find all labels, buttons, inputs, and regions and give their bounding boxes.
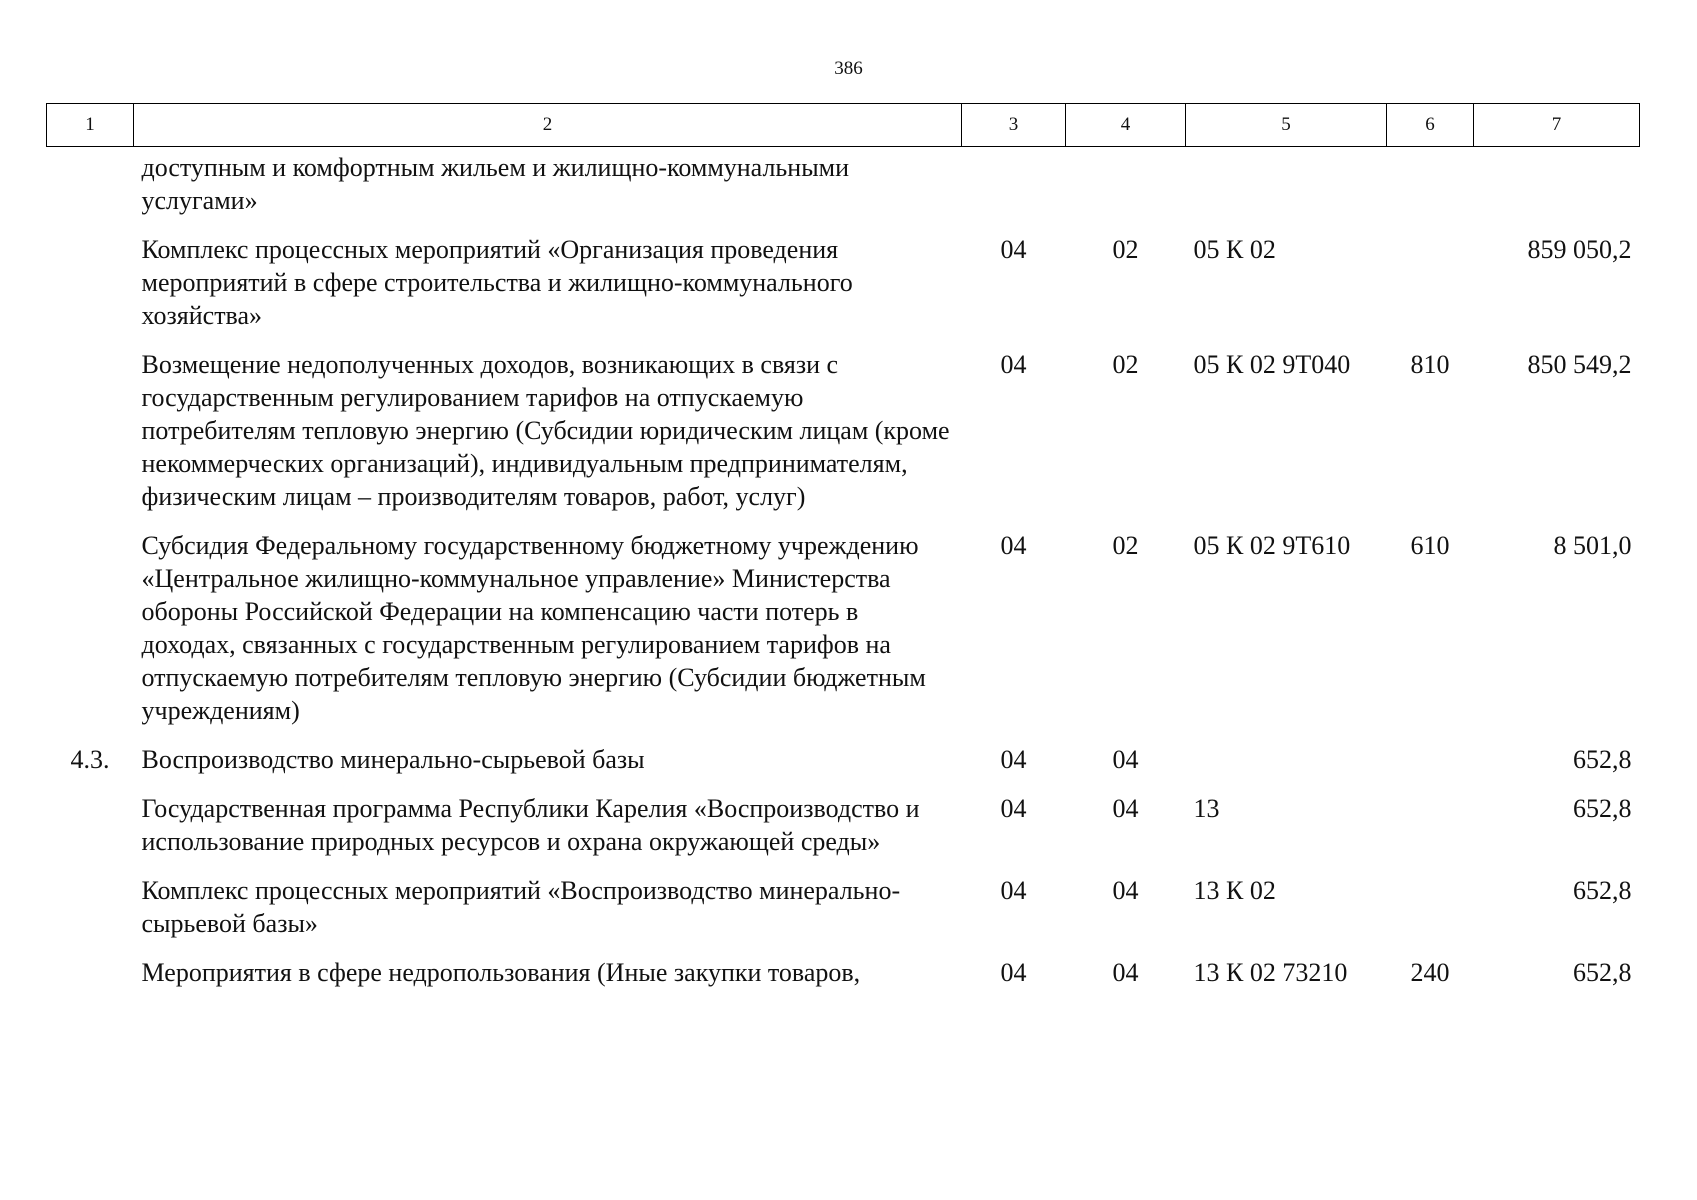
table-row	[47, 874, 1640, 956]
table-row	[47, 348, 1640, 529]
item-number	[47, 956, 134, 1005]
expense-type-code	[1387, 233, 1474, 348]
item-name: Комплекс процессных мероприятий «Организация проведения мероприятий в сфере строительства и жилищно-коммунального хозяйства»	[141, 235, 853, 330]
page-number: 386	[834, 58, 863, 79]
target-article-code: 13 К 02 73210	[1193, 958, 1348, 987]
item-name: Воспроизводство минерально-сырьевой базы	[141, 745, 645, 774]
expense-type-code	[1387, 792, 1474, 874]
section-code: 04	[1000, 531, 1027, 560]
section-code: 04	[1000, 745, 1027, 774]
item-name: Возмещение недополученных доходов, возникающих в связи с государственным регулированием тарифов на отпускаемую потребителям тепловую энергию (Субсидии юридическим лицам (кроме некоммерческих организаций), индивидуальным предпринимателям, физическим лицам – производителям товаров, работ, услуг)	[141, 350, 950, 511]
section-code: 04	[1000, 350, 1027, 379]
amount: 850 549,2	[1527, 350, 1632, 379]
expense-type-code: 240	[1410, 958, 1450, 987]
expense-type-code: 810	[1410, 350, 1450, 379]
item-name: Государственная программа Республики Карелия «Воспроизводство и использование природных ресурсов и охрана окружающей среды»	[141, 794, 920, 856]
amount: 8 501,0	[1553, 531, 1632, 560]
column-number-row	[47, 104, 1640, 147]
target-article-code	[1186, 147, 1387, 234]
section-code: 04	[1000, 794, 1027, 823]
subsection-code: 02	[1112, 350, 1139, 379]
target-article-code: 13 К 02	[1193, 876, 1276, 905]
amount: 652,8	[1573, 958, 1632, 987]
table-row	[47, 792, 1640, 874]
subsection-code: 02	[1112, 531, 1139, 560]
column-number: 3	[962, 104, 1066, 147]
expense-type-code	[1387, 743, 1474, 792]
target-article-code	[1186, 743, 1387, 792]
section-code: 04	[1000, 958, 1027, 987]
table-row	[47, 233, 1640, 348]
target-article-code: 05 К 02 9Т610	[1193, 531, 1351, 560]
column-number: 5	[1186, 104, 1387, 147]
amount: 652,8	[1573, 794, 1632, 823]
item-number	[47, 233, 134, 348]
item-name: доступным и комфортным жильем и жилищно-коммунальными услугами»	[141, 153, 850, 215]
column-number: 7	[1474, 104, 1640, 147]
item-name: Комплекс процессных мероприятий «Воспроизводство минерально-сырьевой базы»	[141, 876, 901, 938]
item-number	[47, 792, 134, 874]
item-number: 4.3.	[70, 745, 110, 774]
subsection-code: 02	[1112, 235, 1139, 264]
expense-type-code: 610	[1410, 531, 1450, 560]
column-number: 4	[1066, 104, 1186, 147]
item-number	[47, 874, 134, 956]
table-row	[47, 529, 1640, 743]
amount: 859 050,2	[1527, 235, 1632, 264]
expense-type-code	[1387, 147, 1474, 234]
subsection-code: 04	[1112, 876, 1139, 905]
table-row	[47, 956, 1640, 1005]
section-code: 04	[1000, 876, 1027, 905]
table-row	[47, 743, 1640, 792]
item-number	[47, 529, 134, 743]
column-number: 2	[134, 104, 962, 147]
item-name: Мероприятия в сфере недропользования (Иные закупки товаров,	[141, 958, 861, 987]
expense-type-code	[1387, 874, 1474, 956]
section-code	[962, 147, 1066, 234]
target-article-code: 05 К 02 9Т040	[1193, 350, 1351, 379]
subsection-code: 04	[1112, 745, 1139, 774]
target-article-code: 13	[1193, 794, 1220, 823]
target-article-code: 05 К 02	[1193, 235, 1276, 264]
subsection-code: 04	[1112, 794, 1139, 823]
item-number	[47, 147, 134, 234]
item-number	[47, 348, 134, 529]
table-row	[47, 147, 1640, 234]
amount: 652,8	[1573, 745, 1632, 774]
column-number: 6	[1387, 104, 1474, 147]
column-number: 1	[47, 104, 134, 147]
budget-table	[46, 103, 1640, 1005]
subsection-code	[1066, 147, 1186, 234]
amount: 652,8	[1573, 876, 1632, 905]
amount	[1474, 147, 1640, 234]
subsection-code: 04	[1112, 958, 1139, 987]
item-name: Субсидия Федеральному государственному бюджетному учреждению «Центральное жилищно-коммунальное управление» Министерства обороны Российской Федерации на компенсацию части потерь в доходах, связанных с государственным регулированием тарифов на отпускаемую потребителям тепловую энергию (Субсидии бюджетным учреждениям)	[141, 531, 926, 725]
section-code: 04	[1000, 235, 1027, 264]
